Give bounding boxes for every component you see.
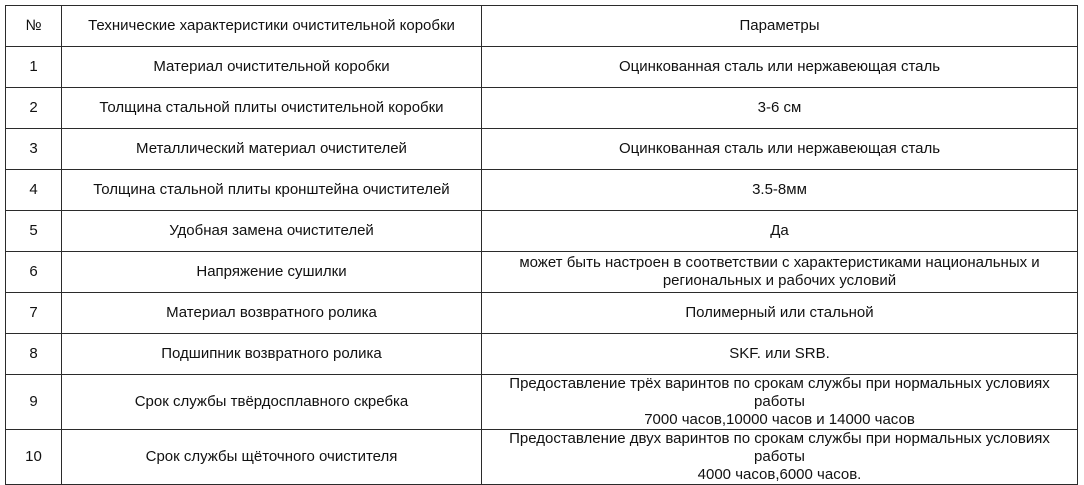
row-characteristic: Металлический материал очистителей	[62, 129, 482, 170]
row-number: 1	[6, 47, 62, 88]
row-parameter-line: Предоставление двух варинтов по срокам службы при нормальных условиях работы	[509, 430, 1050, 465]
row-number: 7	[6, 293, 62, 334]
table-row	[6, 293, 1078, 334]
table-row	[6, 252, 1078, 293]
table-row	[6, 334, 1078, 375]
row-characteristic: Материал возвратного ролика	[62, 293, 482, 334]
row-characteristic: Напряжение сушилки	[62, 252, 482, 293]
row-number: 3	[6, 129, 62, 170]
spec-table	[5, 5, 1078, 485]
header-number: №	[6, 6, 62, 47]
row-number: 2	[6, 88, 62, 129]
row-characteristic: Толщина стальной плиты кронштейна очистителей	[62, 170, 482, 211]
row-characteristic: Толщина стальной плиты очистительной коробки	[62, 88, 482, 129]
row-number: 4	[6, 170, 62, 211]
row-parameter: SKF. или SRB.	[482, 334, 1078, 375]
table-row	[6, 211, 1078, 252]
row-parameter: Оцинкованная сталь или нержавеющая сталь	[482, 129, 1078, 170]
row-parameter-line: может быть настроен в соответствии с характеристиками национальных и	[519, 254, 1040, 271]
row-characteristic: Срок службы твёрдосплавного скребка	[62, 375, 482, 430]
row-parameter: Оцинкованная сталь или нержавеющая сталь	[482, 47, 1078, 88]
table-row	[6, 129, 1078, 170]
table-row	[6, 430, 1078, 485]
table-row	[6, 375, 1078, 430]
row-parameter	[482, 252, 1078, 293]
row-number: 8	[6, 334, 62, 375]
header-parameter: Параметры	[482, 6, 1078, 47]
header-characteristic: Технические характеристики очистительной коробки	[62, 6, 482, 47]
row-parameter-line: 4000 часов,6000 часов.	[697, 466, 862, 483]
row-parameter	[482, 430, 1078, 485]
row-number: 6	[6, 252, 62, 293]
row-characteristic: Подшипник возвратного ролика	[62, 334, 482, 375]
table-row	[6, 170, 1078, 211]
row-number: 10	[6, 430, 62, 485]
table-row	[6, 88, 1078, 129]
row-number: 9	[6, 375, 62, 430]
row-characteristic: Удобная замена очистителей	[62, 211, 482, 252]
row-parameter	[482, 375, 1078, 430]
row-parameter: Да	[482, 211, 1078, 252]
row-parameter-line: 7000 часов,10000 часов и 14000 часов	[644, 411, 915, 428]
row-number: 5	[6, 211, 62, 252]
row-parameter: 3-6 см	[482, 88, 1078, 129]
row-parameter-line: Предоставление трёх варинтов по срокам службы при нормальных условиях работы	[509, 375, 1050, 410]
row-parameter: Полимерный или стальной	[482, 293, 1078, 334]
row-parameter: 3.5-8мм	[482, 170, 1078, 211]
row-characteristic: Срок службы щёточного очистителя	[62, 430, 482, 485]
table-header-row	[6, 6, 1078, 47]
row-parameter-line: региональных и рабочих условий	[662, 272, 897, 289]
row-characteristic: Материал очистительной коробки	[62, 47, 482, 88]
table-row	[6, 47, 1078, 88]
